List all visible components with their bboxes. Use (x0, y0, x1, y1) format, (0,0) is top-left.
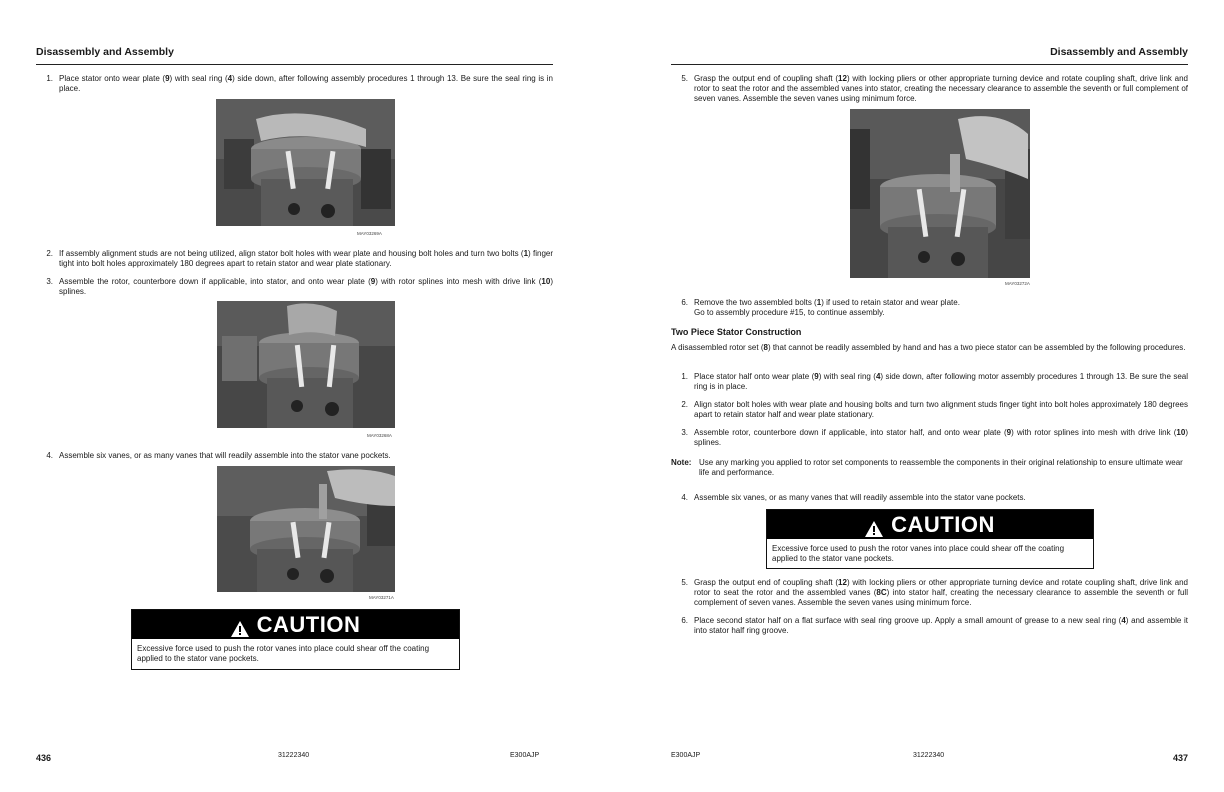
left-page (36, 0, 553, 792)
model-code: E300AJP (671, 752, 701, 759)
step-number: 1. (46, 74, 53, 83)
two-piece-step-3 (671, 428, 1188, 448)
page-header: Disassembly and Assembly (36, 46, 553, 65)
caution-text: Excessive force used to push the rotor vanes into place could shear off the coating applied to the stator vane pockets. (772, 544, 1065, 563)
step-2 (36, 249, 553, 269)
step-3 (36, 277, 553, 297)
step-text: Place second stator half on a flat surface with seal ring groove up. Apply a small amount of grease to a new seal ring (4) and assemble it into stator half ring groove. (694, 616, 1188, 636)
photo-caption: MAY03272A (1005, 281, 1030, 286)
photo-caption: MAY03268A (367, 433, 392, 438)
page-header: Disassembly and Assembly (671, 46, 1188, 65)
step-number: 5. (681, 74, 688, 83)
note-label: Note: (671, 458, 692, 467)
caution-title: CAUTION (256, 611, 361, 637)
step-number: 4. (46, 451, 53, 460)
doc-number: 31222340 (278, 752, 310, 759)
step-number: 2. (681, 400, 688, 409)
caution-banner (132, 610, 459, 639)
two-piece-step-5 (671, 578, 1188, 609)
caution-box (766, 509, 1094, 569)
step-number: 3. (681, 428, 688, 437)
photo-caption: MAY03271A (369, 595, 394, 600)
photo-seat-rotor-vanes (850, 109, 1030, 278)
caution-title: CAUTION (891, 511, 995, 537)
two-piece-step-6 (671, 616, 1188, 636)
step-5 (671, 74, 1188, 105)
intro-paragraph: A disassembled rotor set (8) that cannot be readily assembled by hand and has a two piece stator can be assembled by the following procedures. (671, 343, 1186, 352)
two-piece-step-2 (671, 400, 1188, 420)
step-text: Align stator bolt holes with wear plate and housing bolts and turn two alignment studs finger tight into bolt holes approximately 180 degrees apart to retain stator half and wear plate stationary. (694, 400, 1188, 420)
step-number: 3. (46, 277, 53, 286)
step-text: Assemble rotor, counterbore down if applicable, into stator half, and onto wear plate (9) with rotor splines into mesh with drive link (10) splines. (694, 428, 1188, 448)
page-number: 436 (36, 753, 52, 763)
section-subheading: Two Piece Stator Construction (671, 327, 802, 337)
step-number: 1. (681, 372, 688, 381)
page-number: 437 (1172, 753, 1188, 763)
caution-text: Excessive force used to push the rotor vanes into place could shear off the coating applied to the stator vane pockets. (137, 644, 430, 663)
warning-triangle-icon (231, 617, 249, 633)
step-1 (36, 74, 553, 94)
step-text: Grasp the output end of coupling shaft (12) with locking pliers or other appropriate turning device and rotate coupling shaft, drive link and rotor to seat the rotor and the assembled vanes into stator, creating the necessary clearance to assemble the seventh or full complement of seven vanes. Assemble the seven vanes using minimum force. (694, 74, 1188, 104)
photo-rotor-into-stator (217, 301, 395, 428)
step-number: 6. (681, 298, 688, 307)
note-text: Use any marking you applied to rotor set components to reassemble the components in their original relationship to ensure ultimate wear life and performance. (699, 458, 1183, 478)
note (671, 458, 1188, 478)
step-number: 4. (681, 493, 688, 502)
model-code: E300AJP (510, 752, 540, 759)
step-number: 6. (681, 616, 688, 625)
warning-triangle-icon (865, 517, 883, 533)
caution-box (131, 609, 460, 670)
step-4 (36, 451, 553, 461)
step-text: Place stator half onto wear plate (9) with seal ring (4) side down, after following motor assembly procedures 1 through 13. Be sure the seal ring is in place. (694, 372, 1188, 392)
right-page (671, 0, 1188, 792)
photo-caption: MAY03269A (357, 231, 382, 236)
step-text: Remove the two assembled bolts (1) if used to retain stator and wear plate. Go to assembly procedure #15, to continue assembly. (694, 298, 960, 318)
step-text: If assembly alignment studs are not being utilized, align stator bolt holes with wear plate and housing bolt holes and turn two bolts (1) finger tight into bolt holes approximately 180 degrees apart to retain stator and wear plate stationary. (59, 249, 554, 269)
step-text: Grasp the output end of coupling shaft (12) with locking pliers or other appropriate turning device and rotate coupling shaft, drive link and rotor to seat the rotor and the assembled vanes (8C) into stator half, creating the necessary clearance to assemble the seventh or full complement of seven vanes. Assemble the seven vanes using minimum force. (694, 578, 1188, 608)
step-text: Assemble the rotor, counterbore down if applicable, into stator, and onto wear plate (9) with rotor splines into mesh with drive link (10) splines. (59, 277, 553, 297)
two-piece-step-4 (671, 493, 1188, 503)
step-text: Assemble six vanes, or as many vanes that will readily assemble into the stator vane pockets. (694, 493, 1026, 502)
step-text: Assemble six vanes, or as many vanes that will readily assemble into the stator vane pockets. (59, 451, 391, 460)
photo-stator-on-wear-plate (216, 99, 395, 226)
doc-number: 31222340 (913, 752, 945, 759)
two-piece-step-1 (671, 372, 1188, 392)
step-text: Place stator onto wear plate (9) with seal ring (4) side down, after following assembly procedures 1 through 13. Be sure the seal ring is in place. (59, 74, 553, 94)
step-number: 2. (46, 249, 53, 258)
photo-assemble-vanes (217, 466, 395, 592)
caution-banner (767, 510, 1093, 539)
step-number: 5. (681, 578, 688, 587)
step-6 (671, 298, 1188, 318)
